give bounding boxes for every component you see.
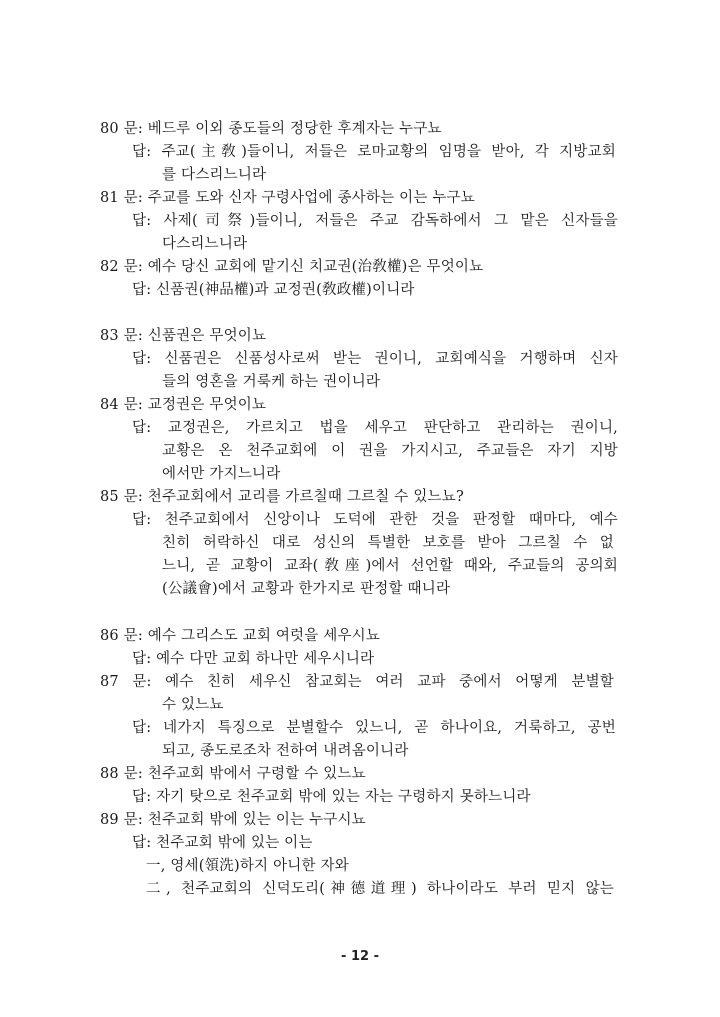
page-number: - 12 -	[341, 949, 379, 964]
answer-83-line-2: 들의 영혼을 거룩케 하는 권이니라	[162, 374, 381, 390]
answer-83-line-1: 답: 신품권은 신품성사로써 받는 권이니, 교회예식을 거행하며 신자	[132, 351, 618, 367]
answer-86: 답: 예수 다만 교회 하나만 세우시니라	[132, 651, 375, 667]
question-82: 82 문: 예수 당신 교회에 맡기신 치교권(治敎權)은 무엇이뇨	[100, 259, 484, 275]
question-87-line-2: 수 있느뇨	[162, 697, 224, 713]
answer-81-line-1: 답: 사제(司祭)들이니, 저들은 주교 감독하에서 그 맡은 신자들을	[132, 213, 618, 229]
question-87-line-1: 87 문: 예수 친히 세우신 참교회는 여러 교파 중에서 어떻게 분별할	[100, 674, 614, 690]
answer-87-line-2: 되고, 종도로조차 전하여 내려옴이니라	[162, 743, 409, 759]
answer-89-item-2: 二, 천주교회의 신덕도리(神德道理) 하나이라도 부러 믿지 않는	[146, 881, 614, 897]
question-89: 89 문: 천주교회 밖에 있는 이는 누구시뇨	[100, 812, 366, 828]
answer-81-line-2: 다스리느니라	[162, 236, 248, 252]
answer-87-line-1: 답: 네가지 특징으로 분별할수 있느니, 곧 하나이요, 거룩하고, 공번	[132, 720, 616, 736]
answer-84-line-1: 답: 교정권은, 가르치고 법을 세우고 판단하고 관리하는 권이니,	[132, 420, 618, 436]
question-86: 86 문: 예수 그리스도 교회 여럿을 세우시뇨	[100, 628, 381, 644]
answer-85-line-2: 친히 허락하신 대로 성신의 특별한 보호를 받아 그르칠 수 없	[162, 535, 614, 551]
answer-85-line-4: (公議會)에서 교황과 한가지로 판정할 때니라	[162, 581, 451, 597]
question-83: 83 문: 신품권은 무엇이뇨	[100, 328, 267, 344]
question-84: 84 문: 교정권은 무엇이뇨	[100, 397, 267, 413]
question-85: 85 문: 천주교회에서 교리를 가르칠때 그르칠 수 있느뇨?	[100, 489, 464, 505]
answer-84-line-2: 교황은 온 천주교회에 이 권을 가지시고, 주교들은 자기 지방	[162, 443, 618, 459]
answer-89: 답: 천주교회 밖에 있는 이는	[132, 835, 313, 851]
answer-80-line-2: 를 다스리느니라	[162, 167, 267, 183]
answer-89-item-1: 一, 영세(領洗)하지 아니한 자와	[146, 858, 349, 874]
question-81: 81 문: 주교를 도와 신자 구령사업에 종사하는 이는 누구뇨	[100, 190, 475, 206]
question-80: 80 문: 베드루 이외 종도들의 정당한 후계자는 누구뇨	[100, 121, 442, 137]
answer-80-line-1: 답: 주교(主敎)들이니, 저들은 로마교황의 임명을 받아, 각 지방교회	[132, 144, 616, 160]
answer-88: 답: 자기 탓으로 천주교회 밖에 있는 자는 구령하지 못하느니라	[132, 789, 531, 805]
question-88: 88 문: 천주교회 밖에서 구령할 수 있느뇨	[100, 766, 366, 782]
answer-85-line-1: 답: 천주교회에서 신앙이나 도덕에 관한 것을 판정할 때마다, 예수	[132, 512, 618, 528]
answer-82: 답: 신품권(神品權)과 교정권(敎政權)이니라	[132, 282, 415, 298]
answer-84-line-3: 에서만 가지느니라	[162, 466, 281, 482]
answer-85-line-3: 느니, 곧 교황이 교좌(敎座)에서 선언할 때와, 주교들의 공의회	[162, 558, 618, 574]
